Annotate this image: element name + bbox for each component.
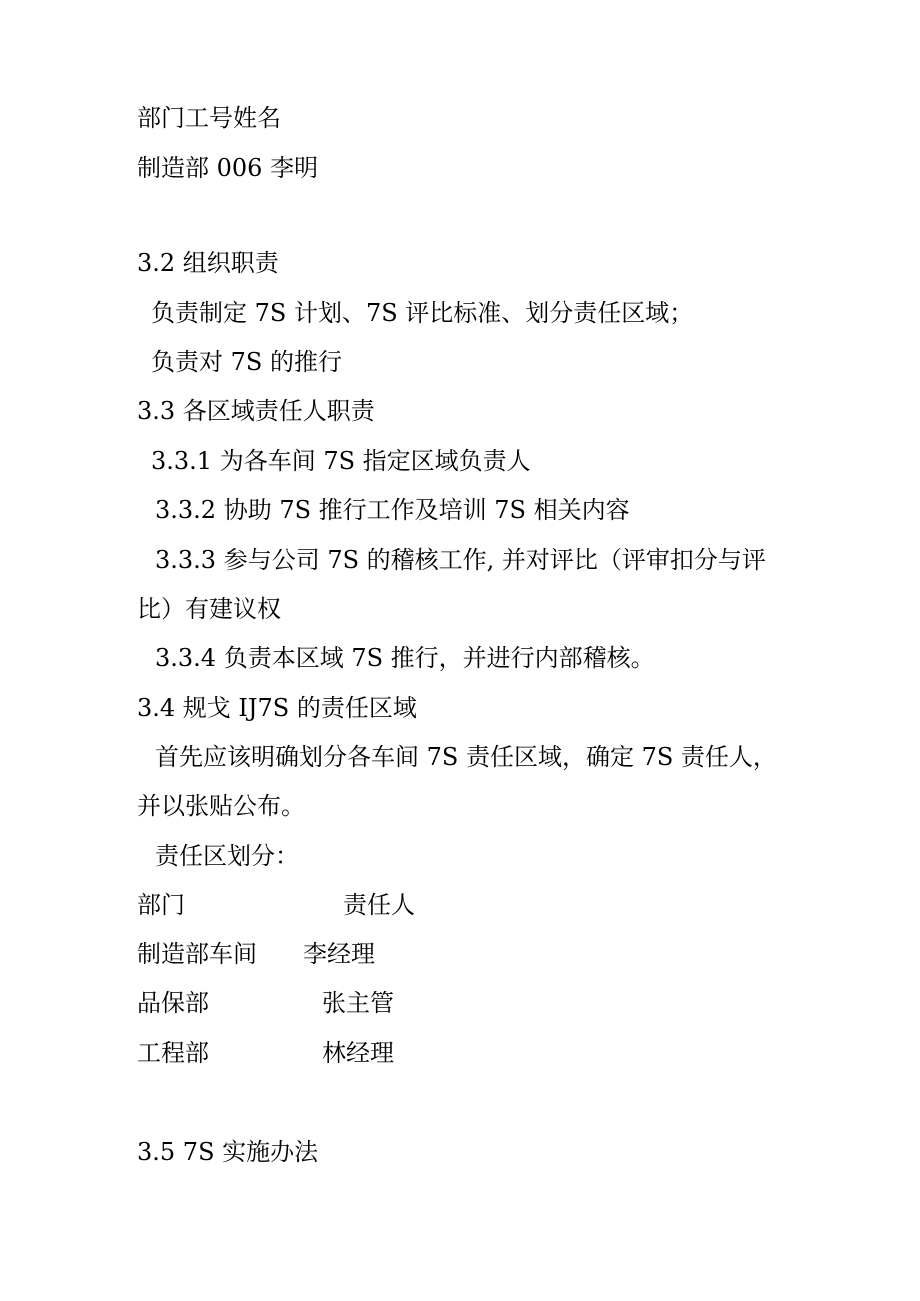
section-3-3-item: 3.3.4 负责本区域 7S 推行，并进行内部稽核。 (155, 644, 655, 672)
section-3-3-item-continuation: 比）有建议权 (137, 595, 281, 623)
table-cell-department: 品保部 (137, 989, 209, 1017)
table-header-department: 部门 (137, 891, 185, 919)
table-cell-owner: 林经理 (322, 1039, 394, 1067)
table-cell-owner: 李经理 (303, 940, 375, 968)
division-label: 责任区划分： (155, 842, 299, 870)
table-header-owner: 责任人 (343, 891, 415, 919)
table-cell-department: 工程部 (137, 1039, 209, 1067)
section-3-2-item: 负责对 7S 的推行 (151, 348, 342, 376)
staff-data-row: 制造部 006 李明 (137, 154, 319, 182)
section-3-2-item: 负责制定 7S 计划、7S 评比标准、划分责任区域； (151, 299, 694, 327)
staff-header-row: 部门工号姓名 (137, 104, 281, 132)
section-3-3-item: 3.3.2 协助 7S 推行工作及培训 7S 相关内容 (155, 496, 630, 524)
section-3-3-item: 3.3.1 为各车间 7S 指定区域负责人 (151, 447, 531, 475)
section-3-4-paragraph: 首先应该明确划分各车间 7S 责任区域，确定 7S 责任人， (155, 743, 777, 771)
section-3-4-heading: 3.4 规戈 IJ7S 的责任区域 (137, 694, 417, 722)
section-3-4-paragraph-continuation: 并以张贴公布。 (137, 792, 305, 820)
table-cell-department: 制造部车间 (137, 940, 257, 968)
section-3-3-item: 3.3.3 参与公司 7S 的稽核工作, 并对评比（评审扣分与评 (155, 546, 766, 574)
section-3-5-heading: 3.5 7S 实施办法 (137, 1138, 319, 1166)
section-3-2-heading: 3.2 组织职责 (137, 249, 279, 277)
table-cell-owner: 张主管 (322, 989, 394, 1017)
section-3-3-heading: 3.3 各区域责任人职责 (137, 397, 375, 425)
